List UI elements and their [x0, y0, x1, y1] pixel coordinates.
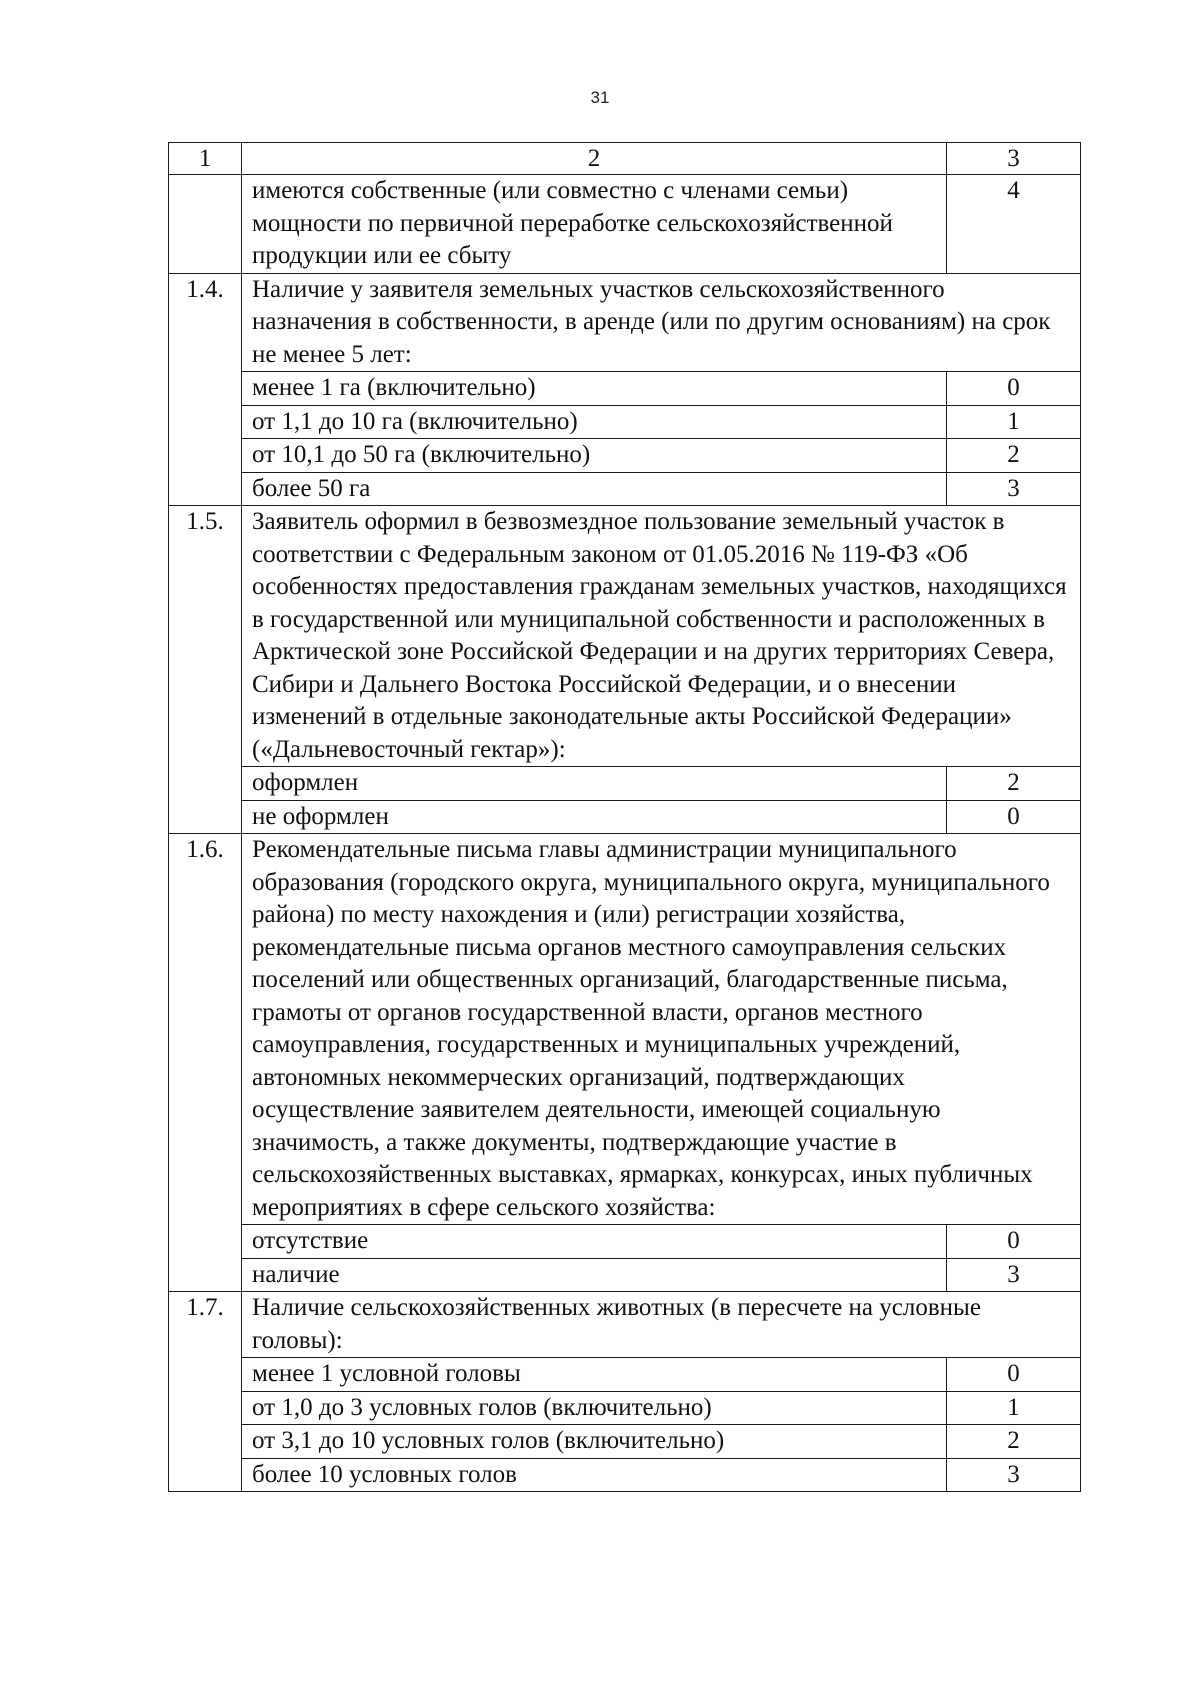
option-score: 0 [947, 800, 1081, 834]
criterion-text: Наличие у заявителя земельных участков сельскохозяйственного назначения в собственности, в аренде (или по другим основаниям) на срок не менее 5 лет: [242, 273, 1081, 372]
table-header-row [169, 143, 1081, 175]
option-score: 1 [947, 405, 1081, 439]
option-row [169, 1458, 1081, 1492]
option-label: более 50 га [242, 472, 947, 506]
option-row [169, 1391, 1081, 1425]
option-score: 4 [947, 175, 1081, 274]
option-row [169, 372, 1081, 406]
page-number: 31 [590, 88, 610, 107]
option-label: от 3,1 до 10 условных голов (включительно) [242, 1425, 947, 1459]
option-label: от 10,1 до 50 га (включительно) [242, 439, 947, 473]
option-label: более 10 условных голов [242, 1458, 947, 1492]
row-number: 1.4. [169, 273, 242, 506]
option-label: отсутствие [242, 1225, 947, 1259]
option-score: 0 [947, 372, 1081, 406]
option-score: 0 [947, 1358, 1081, 1392]
option-row [169, 1425, 1081, 1459]
option-row [169, 1225, 1081, 1259]
option-label: не оформлен [242, 800, 947, 834]
option-score: 3 [947, 1258, 1081, 1292]
option-score: 3 [947, 1458, 1081, 1492]
option-score: 1 [947, 1391, 1081, 1425]
criterion-text: Заявитель оформил в безвозмездное пользование земельный участок в соответствии с Федеральным законом от 01.05.2016 № 119-ФЗ «Об особенностях предоставления гражданам земельных участков, находящихся в государственной или муниципальной собственности и расположенных в Арктической зоне Российской Федерации и на других территориях Севера, Сибири и Дальнего Востока Российской Федерации, и о внесении изменений в отдельные законодательные акты Российской Федерации» («Дальневосточный гектар»): [242, 506, 1081, 767]
table-row [169, 506, 1081, 767]
option-label: менее 1 условной головы [242, 1358, 947, 1392]
criteria-table [168, 142, 1081, 1492]
option-label: от 1,1 до 10 га (включительно) [242, 405, 947, 439]
option-row [169, 1358, 1081, 1392]
option-label: от 1,0 до 3 условных голов (включительно) [242, 1391, 947, 1425]
table-row [169, 1292, 1081, 1358]
row-number: 1.5. [169, 506, 242, 834]
option-label: наличие [242, 1258, 947, 1292]
row-number: 1.6. [169, 834, 242, 1292]
criterion-option: имеются собственные (или совместно с членами семьи) мощности по первичной переработке сельскохозяйственной продукции или ее сбыту [242, 175, 947, 274]
option-row [169, 472, 1081, 506]
header-cell-2: 2 [242, 143, 947, 175]
table-row [169, 273, 1081, 372]
option-label: оформлен [242, 767, 947, 801]
option-label: менее 1 га (включительно) [242, 372, 947, 406]
row-number [169, 175, 242, 274]
row-number: 1.7. [169, 1292, 242, 1492]
option-row [169, 405, 1081, 439]
header-cell-3: 3 [947, 143, 1081, 175]
header-cell-1: 1 [169, 143, 242, 175]
option-row [169, 767, 1081, 801]
table-row [169, 834, 1081, 1225]
option-score: 2 [947, 439, 1081, 473]
option-row [169, 800, 1081, 834]
criterion-text: Наличие сельскохозяйственных животных (в пересчете на условные головы): [242, 1292, 1081, 1358]
option-row [169, 1258, 1081, 1292]
option-score: 0 [947, 1225, 1081, 1259]
option-row [169, 439, 1081, 473]
option-score: 3 [947, 472, 1081, 506]
option-score: 2 [947, 767, 1081, 801]
option-score: 2 [947, 1425, 1081, 1459]
table-row [169, 175, 1081, 274]
criterion-text: Рекомендательные письма главы администрации муниципального образования (городского округа, муниципального округа, муниципального района) по месту нахождения и (или) регистрации хозяйства, рекомендательные письма органов местного самоуправления сельских поселений или общественных организаций, благодарственные письма, грамоты от органов государственной власти, органов местного самоуправления, государственных и муниципальных учреждений, автономных некоммерческих организаций, подтверждающих осуществление заявителем деятельности, имеющей социальную значимость, а также документы, подтверждающие участие в сельскохозяйственных выставках, ярмарках, конкурсах, иных публичных мероприятиях в сфере сельского хозяйства: [242, 834, 1081, 1225]
